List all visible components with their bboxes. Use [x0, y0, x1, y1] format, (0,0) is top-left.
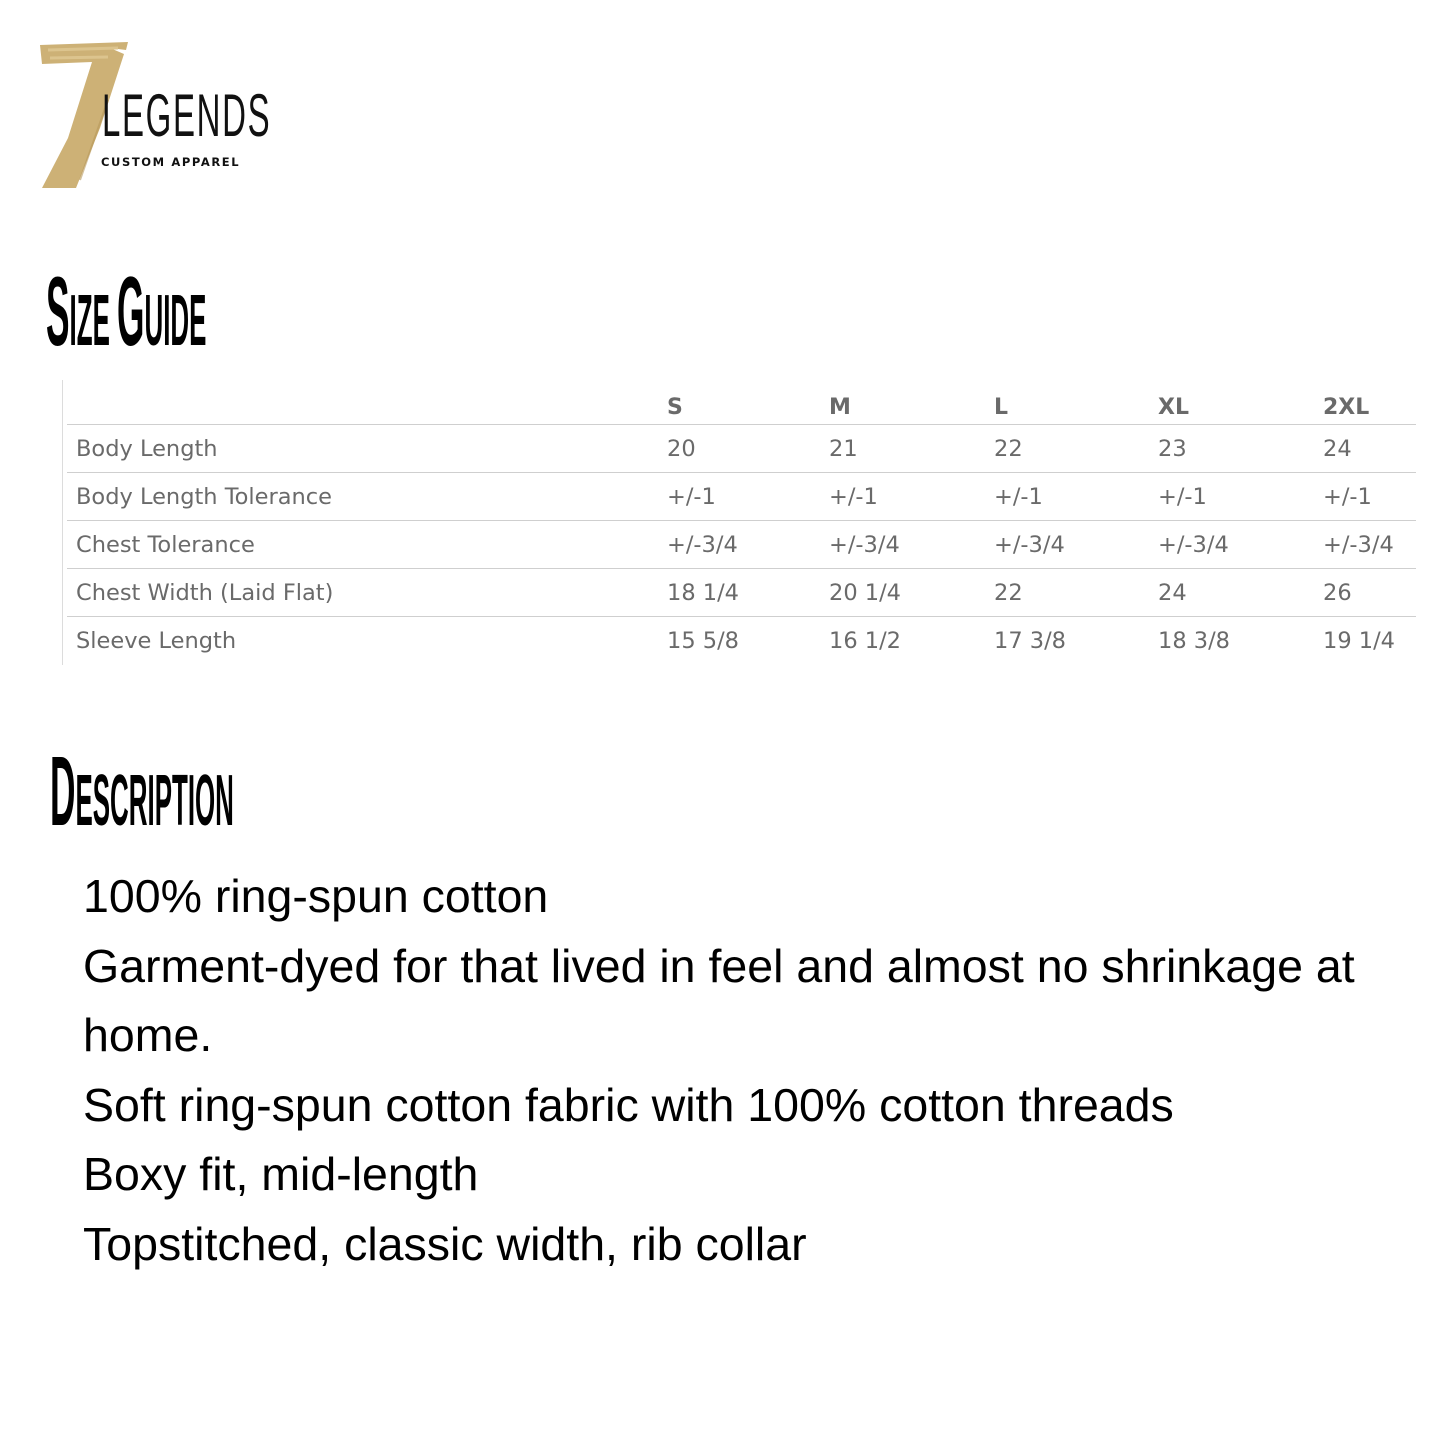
cell-value: 23 — [1158, 425, 1323, 473]
cell-value: +/-1 — [994, 473, 1158, 521]
cell-value: +/-3/4 — [829, 521, 994, 569]
cell-value: +/-1 — [1323, 473, 1416, 521]
cell-value: 20 — [667, 425, 829, 473]
table-row — [67, 569, 1416, 617]
cell-value: 19 1/4 — [1323, 627, 1395, 654]
cell-value: 21 — [829, 425, 994, 473]
list-item: Topstitched, classic width, rib collar — [83, 1217, 807, 1270]
cell-value: +/-3/4 — [667, 521, 829, 569]
header-size: XL — [1158, 380, 1323, 425]
size-table-container — [62, 380, 1416, 665]
header-size: M — [829, 380, 994, 425]
row-label: Body Length Tolerance — [67, 473, 667, 521]
cell-value: 20 1/4 — [829, 569, 994, 617]
heading-initial: S — [46, 256, 70, 366]
cell-value: +/-3/4 — [1158, 521, 1323, 569]
header-empty — [67, 380, 667, 425]
cell-value: 18 1/4 — [667, 569, 829, 617]
list-item: Soft ring-spun cotton fabric with 100% cotton threads — [83, 1078, 1174, 1131]
heading-rest: UIDE — [144, 281, 207, 361]
row-label: Body Length — [67, 425, 667, 473]
table-row — [67, 521, 1416, 569]
cell-value: 24 — [1323, 425, 1416, 473]
row-label: Chest Width (Laid Flat) — [67, 569, 667, 617]
size-guide-heading — [46, 256, 207, 366]
header-size: L — [994, 380, 1158, 425]
brand-tagline: CUSTOM APPAREL — [101, 155, 241, 169]
brand-logo — [38, 40, 272, 192]
cell-value: 22 — [994, 569, 1158, 617]
brand-name: LEGENDS — [102, 82, 272, 149]
cell-value: 22 — [994, 425, 1158, 473]
cell-value: +/-1 — [829, 473, 994, 521]
cell-value: +/-1 — [667, 473, 829, 521]
cell-value: 18 3/8 — [1158, 627, 1230, 654]
table-row — [67, 617, 1416, 665]
list-item: Garment-dyed for that lived in feel and almost no shrinkage at home. — [83, 939, 1355, 1061]
cell-value: 16 1/2 — [829, 627, 901, 654]
cell-value: +/-3/4 — [994, 521, 1158, 569]
list-item: Boxy fit, mid-length — [83, 1148, 479, 1200]
table-row — [67, 425, 1416, 473]
cell-value: +/-3/4 — [1323, 521, 1416, 569]
cell-value: +/-1 — [1158, 473, 1323, 521]
cell-value: 15 5/8 — [667, 627, 739, 654]
heading-initial: G — [117, 256, 145, 366]
header-size: S — [667, 380, 829, 425]
description-heading — [50, 736, 234, 846]
row-label: Chest Tolerance — [67, 521, 667, 569]
cell-value: 26 — [1323, 569, 1416, 617]
description-list — [83, 862, 1423, 1279]
table-row — [67, 473, 1416, 521]
header-size: 2XL — [1323, 380, 1416, 425]
cell-value: 17 3/8 — [994, 627, 1066, 654]
heading-rest: IZE — [69, 281, 118, 361]
row-label: Sleeve Length — [76, 627, 237, 654]
cell-value: 24 — [1158, 569, 1323, 617]
list-item: 100% ring-spun cotton — [83, 870, 549, 922]
heading-initial: D — [50, 736, 76, 846]
size-table — [67, 380, 1416, 664]
table-header-row — [67, 380, 1416, 425]
heading-rest: ESCRIPTION — [75, 761, 234, 841]
